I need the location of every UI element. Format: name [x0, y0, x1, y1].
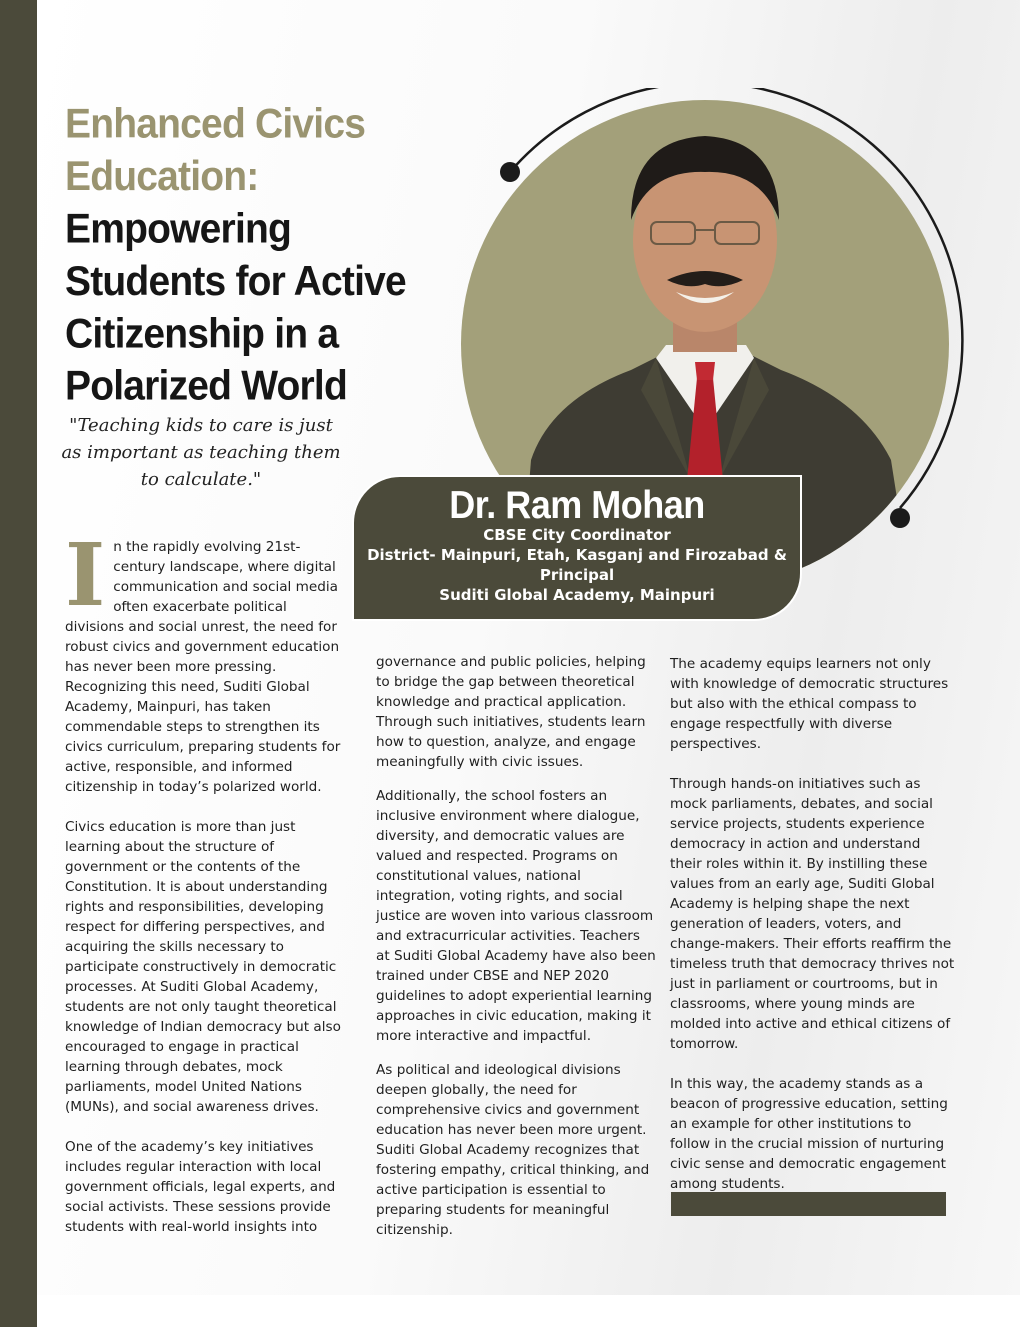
- article-paragraph: One of the academy’s key initiatives includes regular interaction with local government officials, legal experts, and social activists. These sessions provide students with real-world insights into: [65, 1139, 336, 1235]
- article-paragraph: governance and public policies, helping to bridge the gap between theoretical knowledge and practical application. Through such initiatives, students learn how to question, analyze, and engage meaningfully with civic issues.: [376, 654, 646, 770]
- article-column-2: [376, 652, 656, 1260]
- title-line: Enhanced Civics: [65, 101, 366, 148]
- article-paragraph: In this way, the academy stands as a beacon of progressive education, setting an example for other institutions to follow in the crucial mission of nurturing civic sense and democratic engagement among students.: [670, 1076, 948, 1192]
- article-title: [65, 98, 425, 413]
- paragraph-text: n the rapidly evolving 21st-century landscape, where digital communication and social media often exacerbate political divisions and social unrest, the need for robust civics and government education has never been more pressing. Recognizing this need, Suditi Global Academy, Mainpuri, has taken commendable steps to strengthen its civics curriculum, preparing students for active, responsible, and informed citizenship in today’s polarized world.: [65, 539, 341, 795]
- article-paragraph: Civics education is more than just learning about the structure of government or the contents of the Constitution. It is about understanding rights and responsibilities, developing respect for differing perspectives, and acquiring the skills necessary to participate constructively in democratic processes. At Suditi Global Academy, students are not only taught theoretical knowledge of Indian democracy but also encouraged to engage in practical learning through debates, mock parliaments, model United Nations (MUNs), and social awareness drives.: [65, 819, 341, 1115]
- title-line: Education:: [65, 153, 259, 200]
- profile-name: Dr. Ram Mohan: [449, 482, 705, 527]
- article-paragraph: Additionally, the school fosters an inclusive environment where dialogue, diversity, and democratic values are valued and respected. Programs on constitutional values, national integration, voting rights, and social justice are woven into various classroom and extracurricular activities. Teachers at Suditi Global Academy have also been trained under CBSE and NEP 2020 guidelines to adopt experiential learning approaches in civic education, making it more interactive and impactful.: [376, 788, 656, 1044]
- profile-role-line: Suditi Global Academy, Mainpuri: [439, 586, 715, 604]
- title-line: Students for Active: [65, 258, 406, 305]
- article-paragraph: As political and ideological divisions deepen globally, the need for comprehensive civics and government education has never been more urgent. Suditi Global Academy recognizes that fostering empathy, critical thinking, and active participation is essential to preparing students for meaningful citizenship.: [376, 1062, 650, 1238]
- profile-card: [352, 475, 802, 621]
- profile-role-line: Principal: [539, 566, 615, 584]
- title-line: Empowering: [65, 206, 292, 253]
- left-accent-bar: [0, 0, 37, 1327]
- drop-cap: I: [65, 525, 106, 626]
- profile-role-line: District- Mainpuri, Etah, Kasganj and Firozabad &: [367, 546, 787, 564]
- article-paragraph: [65, 525, 341, 797]
- article-column-3: [670, 654, 955, 1214]
- pull-quote: "Teaching kids to care is just as important as teaching them to calculate.": [61, 415, 341, 490]
- article-column-1: [65, 525, 341, 1257]
- title-line: Polarized World: [65, 363, 347, 410]
- article-paragraph: Through hands-on initiatives such as mock parliaments, debates, and social service projects, students experience democracy in action and understand their roles within it. By instilling these values from an early age, Suditi Global Academy is helping shape the next generation of leaders, voters, and change-makers. Their efforts reaffirm the timeless truth that democracy thrives not just in parliament or courtrooms, but in classrooms, where young minds are molded into active and ethical citizens of tomorrow.: [670, 776, 955, 1052]
- footer-accent-bar: [671, 1192, 946, 1216]
- title-line: Citizenship in a: [65, 310, 339, 357]
- profile-role-line: CBSE City Coordinator: [483, 526, 671, 544]
- article-paragraph: The academy equips learners not only with knowledge of democratic structures but also with the ethical compass to engage respectfully with diverse perspectives.: [670, 656, 949, 752]
